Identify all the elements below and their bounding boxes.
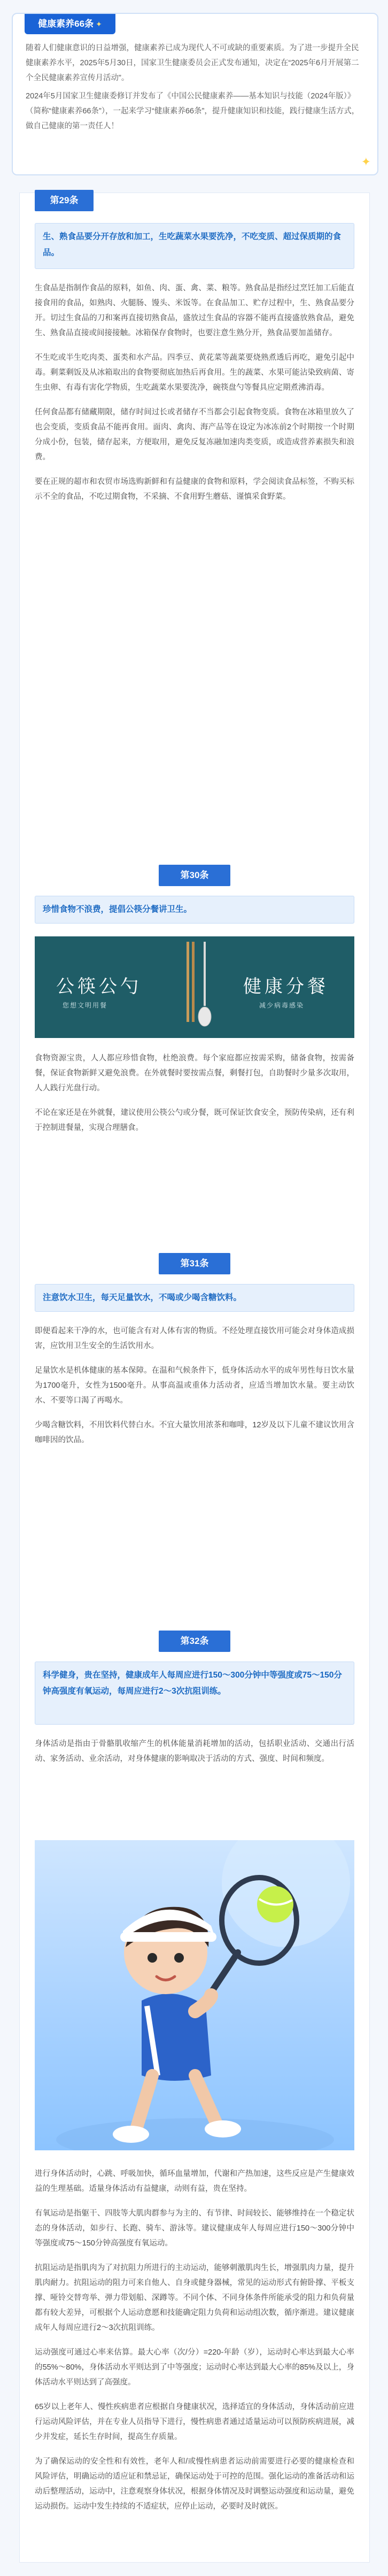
intro-tab xyxy=(25,14,115,34)
section-30-title: 第30条 xyxy=(159,865,230,886)
section-32-body-top xyxy=(35,1736,354,1776)
paragraph: 生食品是指制作食品的原料，如鱼、肉、蛋、禽、菜、粮等。熟食品是指经过烹饪加工后能直接食用的食品，如熟肉、火腿肠、馒头、米饭等。在食品加工、贮存过程中，生、熟食品要分开。切过生食品的刀和案再直接切熟食品，盛放过生食品的容器不能再直接盛放熟食品，避免生、熟食品直接或间接接触。冰箱保存食物时，也要注意生熟分开，熟食品要加盖储存。 xyxy=(35,284,354,337)
intro-paragraph: 2024年5月国家卫生健康委修订并发布了《中国公民健康素养——基本知识与技能（2024年版）》（简称“健康素养66条”），一起来学习“健康素养66条”，提升健康知识和技能，践行健康生活方式，做自己健康的第一责任人！ xyxy=(26,92,360,130)
paragraph: 不生吃或半生吃肉类、蛋类和水产品。四季豆、黄花菜等蔬菜要烧熟煮透后再吃，避免引起中毒。剩菜剩饭及从冰箱取出的食物要彻底加热后再食用。生的蔬菜、水果可能沾染致病菌、寄生虫卵、有毒有害化学物质，生吃蔬菜水果要洗净，碗筷盘勺等餐具应定期煮沸消毒。 xyxy=(35,353,354,392)
intro-text xyxy=(26,41,364,137)
section-32-highlight: 科学健身，贵在坚持，健康成年人每周应进行150～300分钟中等强度或75～150分钟高强度有氧运动，每周应进行2～3次抗阻训练。 xyxy=(35,1662,354,1725)
sparkle-icon: ✦ xyxy=(361,155,371,168)
paragraph: 为了确保运动的安全性和有效性，老年人和/或慢性病患者运动前需要进行必要的健康检查和风险评估，明确运动的适应证和禁忌证，确保运动处于可控的范围。强化运动的准备活动和运动后整理活动，运动中，注意观察身体状况，根据身体情况及时调整运动强度和运动量，避免运动损伤。运动中发生持续的不适症状，应停止运动，必要时及时就医。 xyxy=(35,2457,354,2511)
intro-tab-label: 健康素养66条 xyxy=(38,19,94,29)
paragraph: 进行身体活动时，心跳、呼吸加快，循环血量增加，代谢和产热加速，这些反应是产生健康效益的生理基础。适量身体活动有益健康，动则有益，贵在坚持。 xyxy=(35,2170,354,2193)
public-chopsticks-banner xyxy=(35,936,354,1038)
banner-left-title: 公筷公勺 xyxy=(56,976,142,997)
paragraph: 运动强度可通过心率来估算。最大心率（次/分）=220-年龄（岁），运动时心率达到最大心率的55%～80%，身体活动水平则达到了中等强度；运动时心率达到最大心率的85%及以上，身体活动水平则达到了高强度。 xyxy=(35,2348,354,2387)
paragraph: 少喝含糖饮料，不用饮料代替白水。不宜大量饮用浓茶和咖啡，12岁及以下儿童不建议饮用含咖啡因的饮品。 xyxy=(35,1421,354,1444)
paragraph: 足量饮水是机体健康的基本保障。在温和气候条件下，低身体活动水平的成年男性每日饮水量为1700毫升，女性为1500毫升。从事高温或重体力活动者，应适当增加饮水量。要主动饮水、不要等口渴了再喝水。 xyxy=(35,1366,354,1405)
section-29-body xyxy=(35,281,354,514)
banner-left-subtitle: 您想文明用餐 xyxy=(63,1002,108,1009)
banner-right-title: 健康分餐 xyxy=(243,976,329,997)
article-content xyxy=(19,193,370,2563)
chopsticks-spoon-icon xyxy=(179,942,216,1035)
section-31-title: 第31条 xyxy=(159,1253,230,1274)
intro-card xyxy=(12,13,378,175)
tennis-player-icon xyxy=(35,1840,354,2150)
paragraph: 即便看起来干净的水，也可能含有对人体有害的物质。不经处理直接饮用可能会对身体造成损害，应饮用卫生安全的生活饮用水。 xyxy=(35,1327,354,1350)
section-31-highlight: 注意饮水卫生，每天足量饮水，不喝或少喝含糖饮料。 xyxy=(35,1284,354,1312)
paragraph: 有氧运动是指躯干、四肢等大肌肉群参与为主的、有节律、时间较长、能够维持在一个稳定状态的身体活动，如步行、长跑、骑车、游泳等。建议健康成年人每周应进行150～300分钟中等强度或75～150分钟高强度有氧运动。 xyxy=(35,2209,354,2248)
section-32-body-bottom xyxy=(35,2166,354,2524)
paragraph: 抗阻运动是指肌肉为了对抗阻力所进行的主动运动，能够刺激肌肉生长，增强肌肉力量，提升肌肉耐力。抗阻运动的阻力可来自他人、自身或健身器械，常见的运动形式有俯卧撑、平板支撑、哑铃交替弯举、弹力带划船、深蹲等。不同个体、不同身体条件所能承受的阻力和负荷量都有较大差异，可根据个人运动意愿和技能确定阻力负荷和运动组次数，循序渐进。建议健康成年人每周应进行2～3次抗阻训练。 xyxy=(35,2264,354,2332)
banner-right-subtitle: 减少病毒感染 xyxy=(259,1002,305,1009)
section-32-title: 第32条 xyxy=(159,1631,230,1652)
tennis-player-illustration xyxy=(35,1840,354,2150)
paragraph: 不论在家还是在外就餐，建议使用公筷公勺或分餐，既可保证饮食安全，预防传染病，还有利于控制进餐量，实现合理膳食。 xyxy=(35,1109,354,1132)
paragraph: 任何食品都有储藏期限，储存时间过长或者储存不当都会引起食物变质。食物在冰箱里放久了也会变质，变质食品不能再食用。面肉、禽肉、海产品等在设定为冰冻前2个时期按一个时期分成小份，包装，储存起来，方便取用，避免反复冻融加速肉类变质，或造成营养素损失和浪费。 xyxy=(35,408,354,462)
paragraph: 身体活动是指由于骨骼肌收缩产生的机体能量消耗增加的活动，包括职业活动、交通出行活动、家务活动、业余活动，对身体健康的影响取决于活动的方式、强度、时间和频度。 xyxy=(35,1740,354,1763)
paragraph: 要在正规的超市和农贸市场选购新鲜和有益健康的食物和原料，学会阅读食品标签，不购买标示不全的食品，不吃过期食物，不采摘、不食用野生蘑菇、谨慎采食野菜。 xyxy=(35,478,354,501)
section-30-body xyxy=(35,1051,354,1145)
section-30-highlight: 珍惜食物不浪费，提倡公筷分餐讲卫生。 xyxy=(35,896,354,924)
section-29-title: 第29条 xyxy=(35,190,94,211)
paragraph: 食物资源宝贵，人人都应珍惜食物，杜绝浪费。每个家庭都应按需采购，储备食物，按需备餐，保证食物新鲜又避免浪费。在外就餐时要按需点餐，剩餐打包，自助餐时少量多次取用，人人践行光盘行动。 xyxy=(35,1054,354,1093)
section-29-highlight: 生、熟食品要分开存放和加工，生吃蔬菜水果要洗净，不吃变质、超过保质期的食品。 xyxy=(35,223,354,269)
section-31-body xyxy=(35,1324,354,1457)
sparkle-icon: ✦ xyxy=(96,20,102,28)
intro-paragraph: 随着人们健康意识的日益增强，健康素养已成为现代人不可或缺的重要素质。为了进一步提升全民健康素养水平，2025年5月30日，国家卫生健康委员会正式发布通知，决定在“2025年6月开展第二个全民健康素养宣传月活动”。 xyxy=(26,44,359,82)
paragraph: 65岁以上老年人、慢性疾病患者应根据自身健康状况，选择适宜的身体活动，身体活动前应进行运动风险评估，并在专业人员指导下进行，慢性病患者通过适量运动可以预防疾病进展，减少并发症，延长生存时间，提高生存质量。 xyxy=(35,2403,354,2441)
